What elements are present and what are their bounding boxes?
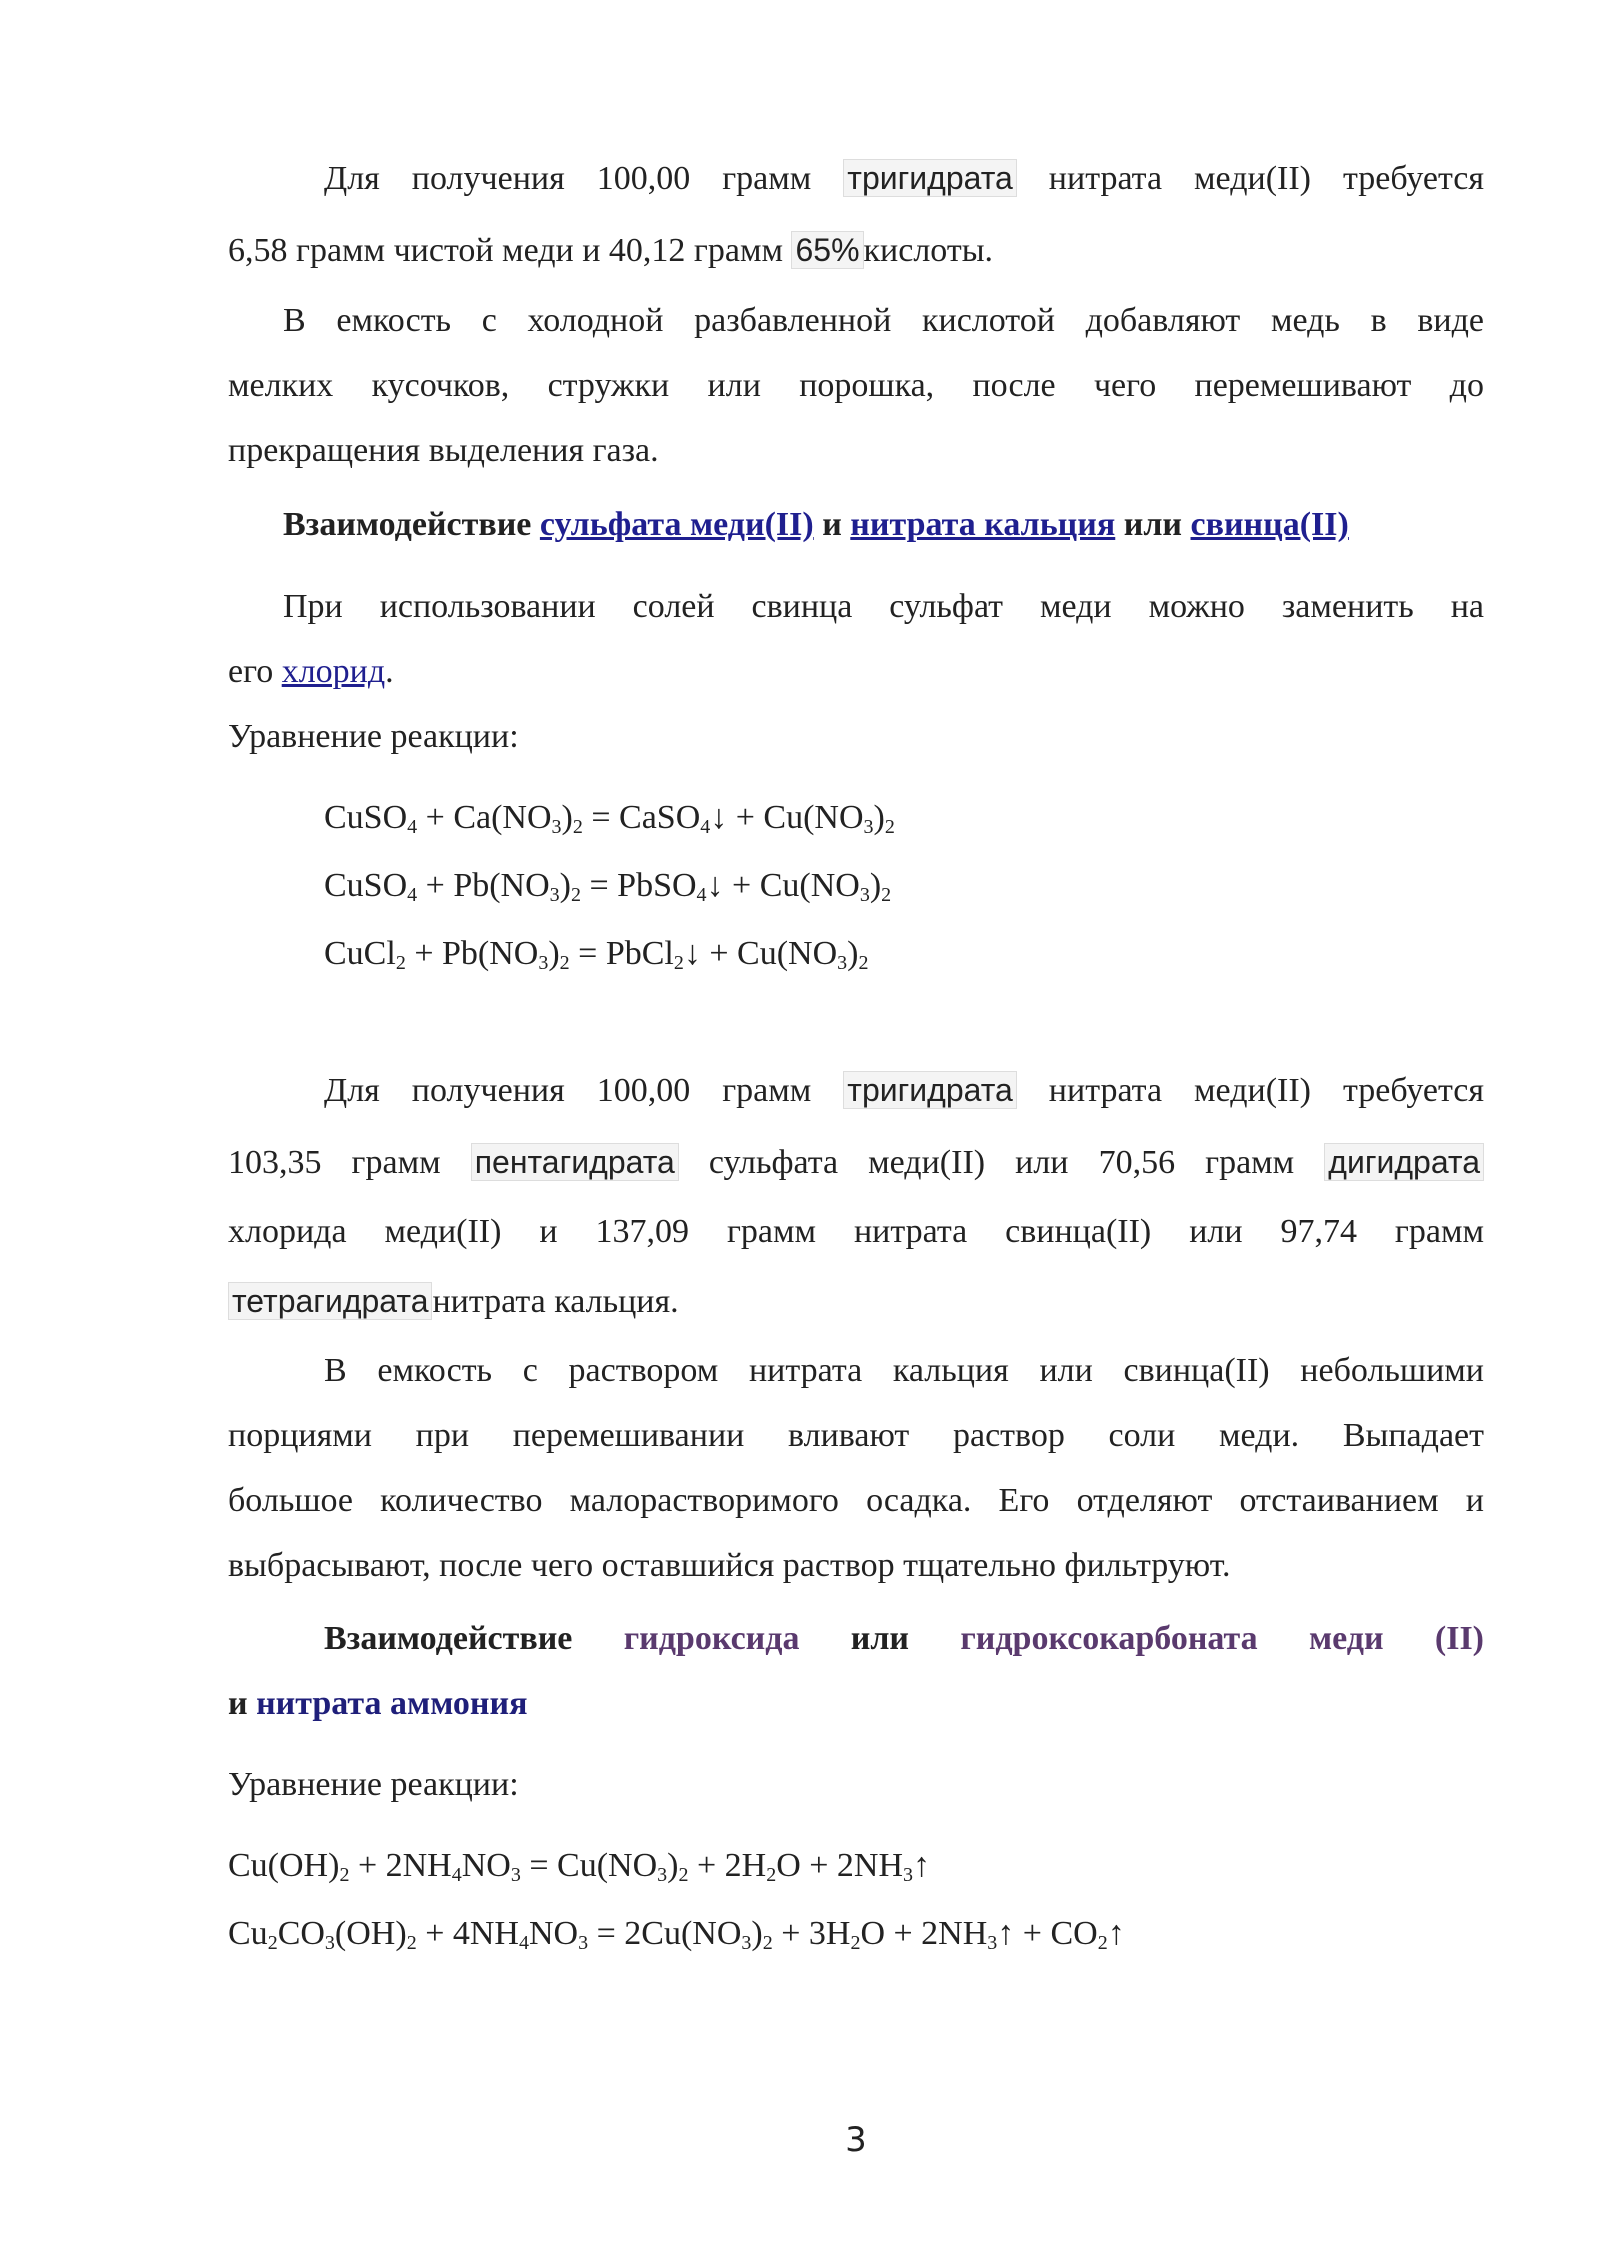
paragraph-3-line-2 [228, 652, 1484, 692]
text-run: кислоты. [863, 232, 994, 269]
equation-text: ) [751, 1915, 763, 1952]
equation-subscript: 2 [678, 1864, 689, 1886]
equation-text: + 2H [688, 1847, 767, 1884]
heading-term-oxidation-state: (II) [1434, 1620, 1484, 1657]
text-run: Для получения 100,00 грамм [324, 1072, 844, 1109]
paragraph-2-line-2: мелких кусочков, стружки или порошка, после чего перемешивают до [228, 367, 1484, 404]
equation-text: CuSO [324, 799, 408, 836]
equation-4 [228, 1846, 930, 1886]
paragraph-4-line-2 [228, 1142, 1484, 1182]
equation-text: + Pb(NO [405, 935, 539, 972]
equation-text: + 2NH [349, 1847, 452, 1884]
field-mark-trihydrate: тригидрата [843, 159, 1017, 197]
paragraph-4-line-3: хлорида меди(II) и 137,09 грамм нитрата свинца(II) или 97,74 грамм [228, 1213, 1484, 1250]
equation-text: = PbSO [580, 867, 697, 904]
text-run: нитрата меди(II) требуется [1016, 1072, 1484, 1109]
equation-subscript: 3 [741, 1932, 752, 1954]
paragraph-4-line-1 [228, 1070, 1484, 1110]
equation-subscript: 2 [267, 1932, 278, 1954]
equation-text: = PbCl [569, 935, 674, 972]
field-mark-dihydrate: дигидрата [1324, 1143, 1484, 1181]
equation-subscript: 4 [696, 884, 707, 906]
equation-subscript: 4 [518, 1932, 529, 1954]
equation-text: + Pb(NO [417, 867, 550, 904]
equation-subscript: 3 [578, 1932, 589, 1954]
paragraph-2-line-1: В емкость с холодной разбавленной кислотой добавляют медь в виде [283, 302, 1484, 339]
paragraph-5-line-2: порциями при перемешивании вливают раствор соли меди. Выпадает [228, 1417, 1484, 1454]
link-chloride[interactable]: хлорид [281, 653, 386, 690]
section-heading-2-line-2 [228, 1684, 1484, 1724]
paragraph-2-line-3: прекращения выделения газа. [228, 432, 659, 469]
equation-subscript: 3 [538, 952, 549, 974]
equation-3 [324, 934, 869, 974]
equation-text: O + 2NH [860, 1915, 988, 1952]
page-number: 3 [845, 2120, 867, 2160]
field-mark-tetrahydrate: тетрагидрата [228, 1282, 432, 1320]
text-run: . [385, 653, 394, 690]
equation-text: ) [561, 799, 573, 836]
equation-text: = 2Cu(NO [588, 1915, 742, 1952]
heading-text: или [1115, 506, 1191, 543]
heading-term-ammonium-nitrate: нитрата аммония [256, 1685, 528, 1722]
equation-subscript: 2 [762, 1932, 773, 1954]
paragraph-4-line-4 [228, 1281, 1484, 1321]
equation-text: Cu(OH) [228, 1847, 340, 1884]
heading-term-copper: меди [1308, 1620, 1384, 1657]
equation-text: CuCl [324, 935, 396, 972]
text-run: 103,35 грамм [228, 1144, 471, 1181]
text-run: 6,58 грамм чистой меди и 40,12 грамм [228, 232, 792, 269]
equation-subscript: 3 [657, 1864, 668, 1886]
heading-text: и [813, 506, 851, 543]
equation-subscript: 3 [903, 1864, 914, 1886]
paragraph-1-line-2 [228, 230, 1484, 270]
equation-subscript: 2 [406, 1932, 417, 1954]
paragraph-5-line-4: выбрасывают, после чего оставшийся раствор тщательно фильтруют. [228, 1547, 1231, 1584]
equation-label-1: Уравнение реакции: [228, 718, 519, 755]
paragraph-3-line-1: При использовании солей свинца сульфат меди можно заменить на [283, 588, 1484, 625]
equation-2 [324, 866, 891, 906]
equation-subscript: 4 [700, 816, 711, 838]
text-run: Для получения 100,00 грамм [324, 160, 844, 197]
equation-subscript: 2 [572, 816, 583, 838]
equation-subscript: 2 [395, 952, 406, 974]
equation-text: + 4NH [416, 1915, 519, 1952]
text-run: его [228, 653, 282, 690]
equation-text: (OH) [334, 1915, 407, 1952]
equation-subscript: 4 [407, 816, 418, 838]
equation-text: NO [528, 1915, 579, 1952]
equation-subscript: 2 [884, 816, 895, 838]
equation-text: ↓ + Cu(NO [710, 799, 864, 836]
equation-text: = Cu(NO [520, 1847, 658, 1884]
equation-subscript: 3 [987, 1932, 998, 1954]
heading-text: или [799, 1620, 961, 1657]
equation-subscript: 2 [570, 884, 581, 906]
heading-term-hydroxocarbonate: гидроксокарбоната [960, 1620, 1258, 1657]
equation-5 [228, 1914, 1125, 1954]
section-heading-1 [283, 505, 1484, 545]
equation-text: ) [869, 867, 882, 904]
equation-subscript: 2 [850, 1932, 861, 1954]
equation-1 [324, 798, 895, 838]
equation-subscript: 3 [510, 1864, 521, 1886]
link-copper-sulfate[interactable]: сульфата меди(II) [539, 506, 814, 543]
text-run: сульфата меди(II) или 70,56 грамм [678, 1144, 1325, 1181]
equation-subscript: 2 [858, 952, 869, 974]
equation-text: ) [667, 1847, 679, 1884]
paragraph-5-line-1: В емкость с раствором нитрата кальция или свинца(II) небольшими [324, 1352, 1484, 1389]
equation-subscript: 3 [551, 816, 562, 838]
equation-text: + 3H [772, 1915, 851, 1952]
equation-text: ↑ [913, 1847, 931, 1884]
equation-text: ↑ + CO [997, 1915, 1098, 1952]
equation-subscript: 3 [837, 952, 848, 974]
equation-subscript: 2 [881, 884, 892, 906]
equation-text: + Ca(NO [417, 799, 552, 836]
paragraph-5-line-3: большое количество малорастворимого осадка. Его отделяют отстаиванием и [228, 1482, 1484, 1519]
equation-text: Cu [228, 1915, 268, 1952]
equation-text: O + 2NH [776, 1847, 904, 1884]
link-calcium-nitrate[interactable]: нитрата кальция [850, 506, 1116, 543]
equation-subscript: 4 [407, 884, 418, 906]
equation-text: CO [277, 1915, 325, 1952]
equation-text: NO [461, 1847, 511, 1884]
field-mark-percent: 65% [791, 231, 863, 269]
equation-subscript: 2 [559, 952, 570, 974]
equation-subscript: 3 [863, 816, 874, 838]
equation-subscript: 2 [766, 1864, 777, 1886]
heading-term-hydroxide: гидроксида [623, 1620, 800, 1657]
equation-text: CuSO [324, 867, 408, 904]
equation-text: ) [548, 935, 560, 972]
equation-subscript: 2 [339, 1864, 350, 1886]
equation-subscript: 2 [673, 952, 684, 974]
heading-text: Взаимодействие [283, 506, 540, 543]
equation-text: ↑ [1107, 1915, 1125, 1952]
equation-text: ↓ + Cu(NO [706, 867, 860, 904]
heading-text: Взаимодействие [324, 1620, 624, 1657]
field-mark-trihydrate: тригидрата [843, 1071, 1017, 1109]
equation-subscript: 3 [549, 884, 560, 906]
section-heading-2-line-1 [228, 1619, 1484, 1659]
text-run: нитрата кальция. [432, 1283, 679, 1320]
equation-subscript: 3 [324, 1932, 335, 1954]
equation-label-2: Уравнение реакции: [228, 1766, 519, 1803]
link-lead[interactable]: свинца(II) [1190, 506, 1349, 543]
equation-text: ) [559, 867, 571, 904]
heading-text: и [228, 1685, 257, 1722]
paragraph-1-line-1 [228, 158, 1484, 198]
text-run: нитрата меди(II) требуется [1016, 160, 1484, 197]
equation-subscript: 3 [859, 884, 870, 906]
field-mark-pentahydrate: пентагидрата [471, 1143, 679, 1181]
equation-text: = CaSO [582, 799, 701, 836]
equation-text: ↓ + Cu(NO [683, 935, 838, 972]
equation-subscript: 2 [1097, 1932, 1108, 1954]
equation-text: ) [873, 799, 885, 836]
equation-text: ) [847, 935, 859, 972]
equation-subscript: 4 [451, 1864, 462, 1886]
